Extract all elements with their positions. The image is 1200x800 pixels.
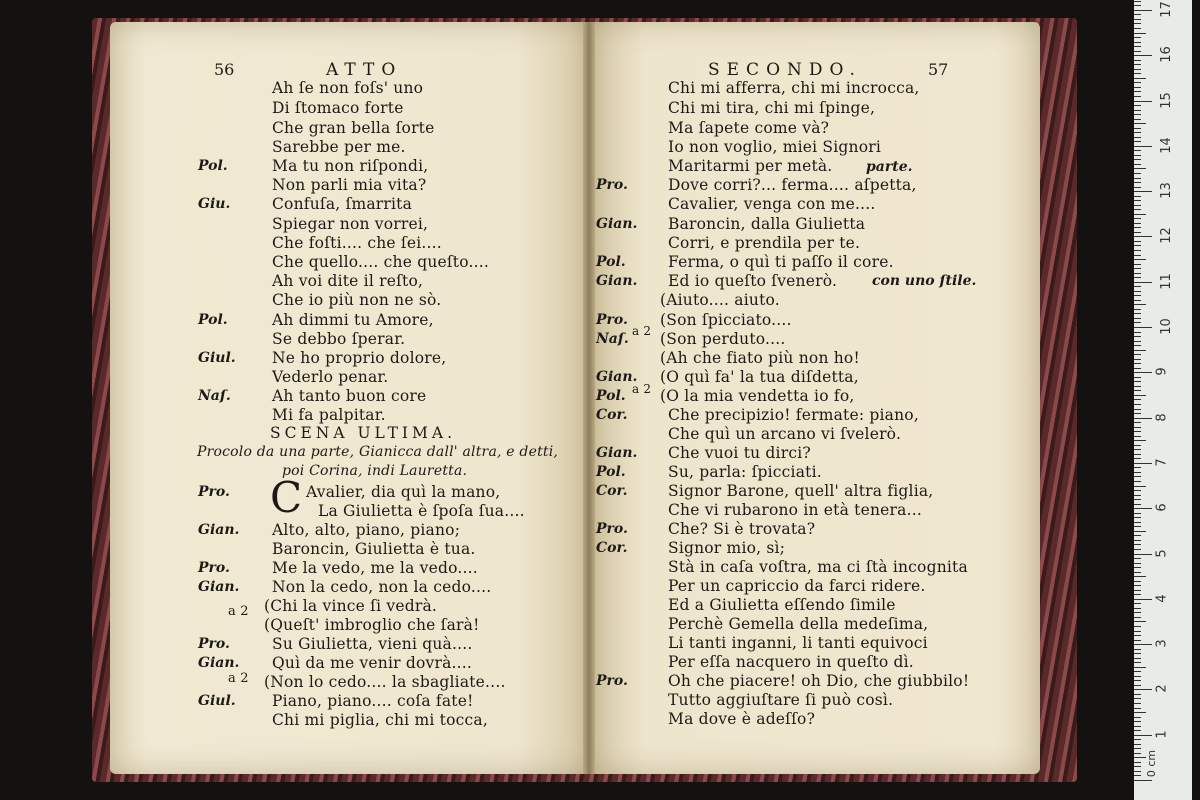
ruler-tick — [1134, 259, 1146, 260]
ruler-label: 3 — [1154, 639, 1170, 648]
ruler-tick — [1134, 19, 1141, 20]
ruler-tick — [1134, 28, 1141, 29]
ruler-tick — [1134, 245, 1141, 246]
speaker-label: Cor. — [596, 483, 628, 499]
ruler-label: 10 — [1158, 318, 1174, 335]
ruler-tick — [1134, 155, 1141, 156]
ruler-tick — [1134, 96, 1141, 97]
speaker-label: Gian. — [198, 579, 240, 595]
speaker-label: Gian. — [596, 216, 638, 232]
ruler-tick — [1134, 46, 1141, 47]
speaker-label: Pol. — [198, 158, 228, 174]
ruler-tick — [1134, 336, 1141, 337]
ruler-tick — [1134, 495, 1141, 496]
ruler-tick — [1134, 653, 1141, 654]
ruler-tick — [1134, 313, 1141, 314]
a2-mark-left-2: a 2 — [228, 671, 249, 686]
ruler-label: 12 — [1158, 227, 1174, 245]
ruler-tick — [1134, 490, 1141, 491]
ruler-tick — [1134, 232, 1141, 233]
verse-line: Ah dimmi tu Amore, — [272, 311, 434, 329]
verse-line: Non la cedo, non la cedo.... — [272, 578, 492, 596]
ruler-tick — [1134, 178, 1141, 179]
ruler-tick — [1134, 381, 1141, 382]
ruler-tick — [1134, 55, 1152, 56]
verse-line: Oh che piacere! oh Dio, che giubbilo! — [668, 672, 970, 690]
ruler-tick — [1134, 196, 1141, 197]
verse-line: Che precipizio! fermate: piano, — [668, 406, 919, 424]
ruler-label: 2 — [1154, 684, 1170, 694]
ruler-tick — [1134, 91, 1141, 92]
speaker-label: Gian. — [198, 655, 240, 671]
verse-line: Ma ſapete come và? — [668, 119, 830, 137]
ruler-tick — [1134, 744, 1141, 745]
ruler-tick — [1134, 304, 1146, 305]
ruler-tick — [1134, 146, 1152, 147]
ruler-tick — [1134, 572, 1141, 573]
ruler-tick — [1134, 78, 1146, 79]
ruler-tick — [1134, 717, 1141, 718]
ruler-tick — [1134, 662, 1141, 663]
speaker-label: Pro. — [596, 177, 628, 193]
verse-line: Dove corri?... ferma.... aſpetta, — [668, 176, 917, 194]
ruler-tick — [1134, 667, 1146, 668]
verse-line: Ma dove è adeſſo? — [668, 710, 816, 728]
speaker-label: Naſ. — [596, 331, 629, 347]
ruler-tick — [1134, 476, 1141, 477]
drop-cap: C — [270, 473, 303, 522]
ruler-tick — [1134, 685, 1141, 686]
ruler-tick — [1134, 726, 1141, 727]
verse-line: Per eſſa nacquero in queſto dì. — [668, 653, 914, 671]
verse-line: Signor mio, sì; — [668, 539, 786, 557]
ruler-tick — [1134, 612, 1141, 613]
ruler-tick — [1134, 69, 1141, 70]
ruler-tick — [1134, 255, 1141, 256]
ruler-tick — [1134, 128, 1141, 129]
ruler-tick — [1134, 445, 1141, 446]
ruler-tick — [1134, 721, 1141, 722]
ruler-tick — [1134, 427, 1141, 428]
ruler-tick — [1134, 327, 1152, 328]
ruler-tick — [1134, 603, 1141, 604]
ruler-label: 5 — [1154, 548, 1170, 558]
ruler-tick — [1134, 540, 1141, 541]
speaker-label: Pro. — [596, 673, 628, 689]
left-page-number: 56 — [214, 60, 235, 79]
ruler-tick — [1134, 10, 1152, 11]
ruler-tick — [1134, 123, 1146, 124]
ruler-tick — [1134, 454, 1141, 455]
ruler-tick — [1134, 386, 1141, 387]
ruler-tick — [1134, 205, 1141, 206]
ruler-tick — [1134, 282, 1152, 283]
verse-line: Corri, e prendila per te. — [668, 234, 861, 252]
ruler-tick — [1134, 544, 1141, 545]
ruler-tick — [1134, 60, 1141, 61]
note-stile: con uno ſtile. — [872, 273, 977, 289]
ruler-tick — [1134, 23, 1141, 24]
ruler-tick — [1134, 286, 1141, 287]
ruler-tick — [1134, 150, 1141, 151]
ruler-tick — [1134, 173, 1141, 174]
ruler-tick — [1134, 486, 1146, 487]
ruler-tick — [1134, 676, 1141, 677]
ruler-tick — [1134, 631, 1141, 632]
ruler-label: 1 — [1154, 730, 1170, 739]
verse-line: Li tanti inganni, li tanti equivoci — [668, 634, 928, 652]
ruler-label: 14 — [1158, 137, 1174, 154]
ruler-tick — [1134, 698, 1141, 699]
ruler-tick — [1134, 191, 1152, 192]
verse-line: Maritarmi per metà. — [668, 157, 833, 175]
speaker-label: Pol. — [596, 254, 626, 270]
ruler-tick — [1134, 372, 1152, 373]
ruler-tick — [1134, 730, 1141, 731]
verse-line: Confuſa, ſmarrita — [272, 195, 413, 213]
ruler-tick — [1134, 132, 1141, 133]
verse-line: (O la mia vendetta io fo, — [660, 387, 855, 405]
ruler-tick — [1134, 399, 1141, 400]
verse-line: (Son perduto.... — [660, 330, 786, 348]
stage-direction-2: poi Corina, indi Lauretta. — [282, 463, 468, 479]
ruler-tick — [1134, 395, 1146, 396]
right-page-number: 57 — [928, 60, 949, 79]
ruler-tick — [1134, 499, 1141, 500]
ruler-tick — [1134, 449, 1141, 450]
ruler-tick — [1134, 581, 1141, 582]
ruler-tick — [1134, 617, 1141, 618]
ruler-tick — [1134, 504, 1141, 505]
ruler-tick — [1134, 318, 1141, 319]
ruler-tick — [1134, 472, 1141, 473]
ruler-tick — [1134, 368, 1141, 369]
ruler-tick — [1134, 590, 1141, 591]
ruler-tick — [1134, 14, 1141, 15]
speaker-label: Pro. — [198, 484, 230, 500]
ruler-tick — [1134, 671, 1141, 672]
ruler-tick — [1134, 418, 1152, 419]
ruler-tick — [1134, 467, 1141, 468]
ruler-tick — [1134, 268, 1141, 269]
speaker-label: Pol. — [596, 388, 626, 404]
verse-line: Chi mi afferra, chi mi incrocca, — [668, 79, 920, 97]
ruler-tick — [1134, 227, 1141, 228]
ruler-tick — [1134, 264, 1141, 265]
ruler-tick — [1134, 363, 1141, 364]
verse-line: Stà in caſa voſtra, ma ci ſtà incognita — [668, 558, 968, 576]
ruler-tick — [1134, 354, 1141, 355]
verse-line: Cavalier, venga con me.... — [668, 195, 876, 213]
verse-line: Ne ho proprio dolore, — [272, 349, 447, 367]
ruler-tick — [1134, 332, 1141, 333]
verse-line: (Son ſpicciato.... — [660, 311, 792, 329]
verse-line: Io non voglio, miei Signori — [668, 138, 882, 156]
ruler-tick — [1134, 137, 1141, 138]
ruler-tick — [1134, 703, 1141, 704]
ruler-tick — [1134, 513, 1141, 514]
ruler-tick — [1134, 168, 1146, 169]
ruler-label: 13 — [1158, 182, 1174, 199]
ruler-tick — [1134, 640, 1141, 641]
speaker-label: Giul. — [198, 693, 236, 709]
book-gutter — [583, 22, 595, 774]
ruler-tick — [1134, 273, 1141, 274]
ruler-tick — [1134, 526, 1141, 527]
ruler-tick — [1134, 200, 1141, 201]
left-running-header: ATTO — [326, 60, 403, 80]
verse-line: (Non lo cedo.... la sbagliate.... — [264, 673, 506, 691]
verse-line: Chi mi tira, chi mi ſpinge, — [668, 99, 876, 117]
verse-line: Ma tu non riſpondi, — [272, 157, 429, 175]
ruler-tick — [1134, 114, 1141, 115]
ruler-tick — [1134, 295, 1141, 296]
ruler-tick — [1134, 300, 1141, 301]
ruler-tick — [1134, 680, 1141, 681]
right-running-header: SECONDO. — [708, 60, 862, 80]
ruler-tick — [1134, 594, 1141, 595]
verse-line: La Giulietta è ſpoſa ſua.... — [318, 502, 525, 520]
speaker-label: Gian. — [596, 369, 638, 385]
measuring-ruler — [1134, 0, 1192, 800]
ruler-tick — [1134, 644, 1152, 645]
ruler-tick — [1134, 322, 1141, 323]
ruler-tick — [1134, 164, 1141, 165]
ruler-tick — [1134, 753, 1141, 754]
ruler-tick — [1134, 37, 1141, 38]
verse-line: Piano, piano.... coſa fate! — [272, 692, 474, 710]
ruler-tick — [1134, 223, 1141, 224]
ruler-tick — [1134, 218, 1141, 219]
ruler-tick — [1134, 291, 1141, 292]
verse-line: Me la vedo, me la vedo.... — [272, 559, 478, 577]
ruler-tick — [1134, 101, 1152, 102]
verse-line: Sarebbe per me. — [272, 138, 406, 156]
ruler-tick — [1134, 110, 1141, 111]
ruler-tick — [1134, 689, 1152, 690]
verse-line: Che quello.... che queſto.... — [272, 253, 490, 271]
ruler-tick — [1134, 277, 1141, 278]
verse-line: Mi fa palpitar. — [272, 406, 386, 424]
ruler-tick — [1134, 409, 1141, 410]
ruler-tick — [1134, 463, 1152, 464]
ruler-tick — [1134, 341, 1141, 342]
ruler-tick — [1134, 658, 1141, 659]
ruler-tick — [1134, 567, 1141, 568]
speaker-label: Pro. — [596, 312, 628, 328]
ruler-tick — [1134, 1, 1141, 2]
verse-line: Di ſtomaco forte — [272, 99, 404, 117]
speaker-label: Pol. — [198, 312, 228, 328]
ruler-tick — [1134, 694, 1141, 695]
ruler-tick — [1134, 209, 1141, 210]
speaker-label: Pro. — [198, 636, 230, 652]
verse-line: Avalier, dia quì la mano, — [306, 483, 501, 501]
ruler-tick — [1134, 762, 1141, 763]
ruler-tick — [1134, 712, 1146, 713]
ruler-tick — [1134, 119, 1141, 120]
ruler-tick — [1134, 214, 1146, 215]
verse-line: (O quì fa' la tua diſdetta, — [660, 368, 859, 386]
ruler-tick — [1134, 739, 1141, 740]
ruler-tick — [1134, 404, 1141, 405]
verse-line: Che foſti.... che ſei.... — [272, 234, 442, 252]
ruler-tick — [1134, 458, 1141, 459]
ruler-tick — [1134, 82, 1141, 83]
ruler-unit: 0 cm — [1145, 749, 1159, 778]
ruler-tick — [1134, 554, 1152, 555]
ruler-tick — [1134, 585, 1141, 586]
ruler-tick — [1134, 766, 1141, 767]
ruler-tick — [1134, 345, 1141, 346]
verse-line: Tutto aggiuſtare ſi può così. — [668, 691, 894, 709]
ruler-tick — [1134, 33, 1146, 34]
verse-line: Per un capriccio da farci ridere. — [668, 577, 926, 595]
ruler-label: 11 — [1158, 272, 1174, 290]
verse-line: (Aiuto.... aiuto. — [660, 291, 780, 309]
ruler-label: 4 — [1154, 594, 1170, 603]
verse-line: Ah tanto buon core — [272, 387, 427, 405]
ruler-tick — [1134, 431, 1141, 432]
ruler-tick — [1134, 771, 1141, 772]
ruler-tick — [1134, 159, 1141, 160]
ruler-tick — [1134, 599, 1152, 600]
ruler-tick — [1134, 558, 1141, 559]
ruler-tick — [1134, 535, 1141, 536]
ruler-tick — [1134, 51, 1141, 52]
verse-line: Perchè Gemella della medeſima, — [668, 615, 929, 633]
ruler-tick — [1134, 422, 1141, 423]
verse-line: Che vi rubarono in età tenera... — [668, 501, 922, 519]
ruler-tick — [1134, 481, 1141, 482]
verse-line: Che vuoi tu dirci? — [668, 444, 811, 462]
verse-line: Ferma, o quì ti paſſo il core. — [668, 253, 894, 271]
ruler-label: 16 — [1158, 46, 1174, 63]
verse-line: Ed a Giulietta eſſendo ſimile — [668, 596, 896, 614]
verse-line: Ah voi dite il reſto, — [272, 272, 424, 290]
verse-line: Che gran bella ſorte — [272, 119, 435, 137]
speaker-label: Pro. — [596, 521, 628, 537]
ruler-tick — [1134, 563, 1141, 564]
ruler-tick — [1134, 359, 1141, 360]
ruler-tick — [1134, 73, 1141, 74]
ruler-tick — [1134, 241, 1141, 242]
ruler-tick — [1134, 626, 1141, 627]
ruler-tick — [1134, 508, 1152, 509]
a2-mark-right-2: a 2 — [632, 382, 652, 396]
verse-line: Baroncin, dalla Giulietta — [668, 215, 866, 233]
ruler-tick — [1134, 309, 1141, 310]
verse-line: Quì da me venir dovrà.... — [272, 654, 473, 672]
verse-line: Che? Si è trovata? — [668, 520, 816, 538]
verse-line: Non parli mia vita? — [272, 176, 427, 194]
ruler-tick — [1134, 608, 1141, 609]
ruler-label: 15 — [1158, 91, 1174, 109]
ruler-label: 17 — [1158, 1, 1174, 18]
ruler-tick — [1134, 708, 1141, 709]
a2-mark-left-1: a 2 — [228, 604, 249, 619]
verse-line: (Queſt' imbroglio che ſarà! — [264, 616, 480, 634]
verse-line: Che quì un arcano vi ſvelerò. — [668, 425, 902, 443]
verse-line: Se debbo ſperar. — [272, 330, 406, 348]
ruler-tick — [1134, 141, 1141, 142]
speaker-label: Giu. — [198, 196, 231, 212]
verse-line: (Ah che fiato più non ho! — [660, 349, 860, 367]
speaker-label: Gian. — [596, 445, 638, 461]
ruler-tick — [1134, 105, 1141, 106]
verse-line: Che io più non ne sò. — [272, 291, 442, 309]
ruler-tick — [1134, 377, 1141, 378]
verse-line: Su Giulietta, vieni quà.... — [272, 635, 473, 653]
ruler-tick — [1134, 413, 1141, 414]
ruler-label: 9 — [1154, 367, 1170, 376]
ruler-tick — [1134, 775, 1141, 776]
verse-line: Vederlo penar. — [272, 368, 389, 386]
ruler-tick — [1134, 350, 1146, 351]
ruler-label: 6 — [1154, 503, 1170, 512]
ruler-tick — [1134, 182, 1141, 183]
ruler-tick — [1134, 87, 1141, 88]
verse-line: Chi mi piglia, chi mi tocca, — [272, 711, 488, 729]
ruler-tick — [1134, 576, 1146, 577]
ruler-tick — [1134, 64, 1141, 65]
ruler-tick — [1134, 517, 1141, 518]
ruler-tick — [1134, 390, 1141, 391]
ruler-tick — [1134, 522, 1141, 523]
speaker-label: Pol. — [596, 464, 626, 480]
speaker-label: Cor. — [596, 540, 628, 556]
speaker-label: Giul. — [198, 350, 236, 366]
speaker-label: Cor. — [596, 407, 628, 423]
verse-line: Baroncin, Giulietta è tua. — [272, 540, 476, 558]
verse-line: (Chi la vince ſi vedrà. — [264, 597, 438, 615]
a2-mark-right-1: a 2 — [632, 324, 652, 338]
ruler-tick — [1134, 42, 1141, 43]
scene-title: SCENA ULTIMA. — [270, 424, 457, 442]
ruler-tick — [1134, 531, 1146, 532]
verse-line: Signor Barone, quell' altra figlia, — [668, 482, 934, 500]
ruler-tick — [1134, 440, 1146, 441]
verse-line: Spiegar non vorrei, — [272, 215, 429, 233]
ruler-tick — [1134, 549, 1141, 550]
ruler-tick — [1134, 250, 1141, 251]
ruler-tick — [1134, 5, 1141, 6]
ruler-tick — [1134, 236, 1152, 237]
speaker-label: Pro. — [198, 560, 230, 576]
note-parte: parte. — [866, 159, 913, 175]
speaker-label: Gian. — [596, 273, 638, 289]
verse-line: Alto, alto, piano, piano; — [272, 521, 461, 539]
ruler-tick — [1134, 748, 1141, 749]
ruler-label: 8 — [1154, 412, 1170, 422]
ruler-tick — [1134, 780, 1152, 781]
ruler-tick — [1134, 649, 1141, 650]
ruler-label: 7 — [1154, 458, 1170, 467]
speaker-label: Gian. — [198, 522, 240, 538]
ruler-tick — [1134, 187, 1141, 188]
ruler-tick — [1134, 436, 1141, 437]
verse-line: Ah ſe non foſs' uno — [272, 79, 424, 97]
verse-line: Ed io queſto ſvenerò. — [668, 272, 838, 290]
speaker-label: Naſ. — [198, 388, 231, 404]
verse-line: Su, parla: ſpicciati. — [668, 463, 822, 481]
ruler-tick — [1134, 635, 1141, 636]
ruler-tick — [1134, 735, 1152, 736]
ruler-tick — [1134, 621, 1146, 622]
stage-direction-1: Procolo da una parte, Gianicca dall' altra, e detti, — [197, 444, 559, 460]
